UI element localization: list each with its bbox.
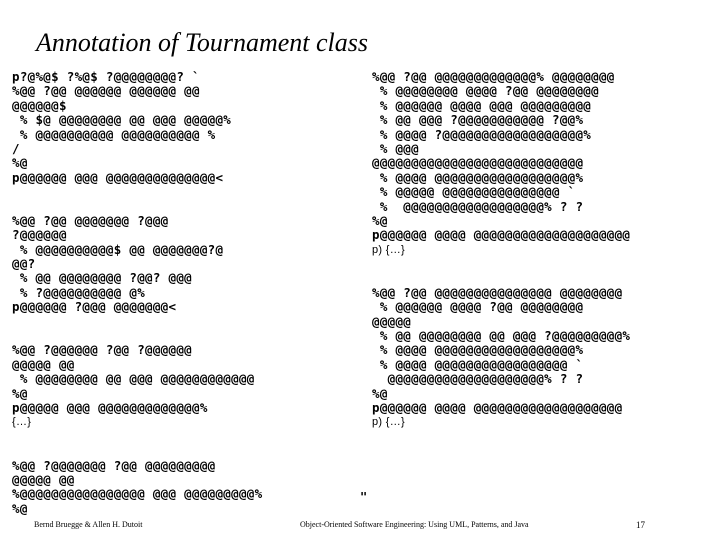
code-line: @@@@@@@@@@@@@@@@@@@@% ? ? bbox=[372, 371, 584, 387]
code-line: % @@@@@@@@@@$ @@ @@@@@@@?@ bbox=[12, 241, 224, 257]
code-line: % @@@@ @@@@@@@@@@@@@@@@@@% bbox=[372, 169, 584, 185]
code-line: / bbox=[12, 140, 20, 156]
code-line: {…} bbox=[12, 416, 32, 429]
code-line: %@@ ?@@@@@@ ?@@ ?@@@@@@ bbox=[12, 342, 192, 358]
code-line: p) {…} bbox=[372, 416, 405, 429]
code-line: p?@%@$ ?%@$ ?@@@@@@@@? ` bbox=[12, 69, 200, 84]
code-column-right bbox=[372, 70, 630, 430]
code-line: p@@@@@ @@@ @@@@@@@@@@@@@% bbox=[12, 399, 208, 415]
code-line: @@@@@ @@ bbox=[12, 471, 75, 487]
code-line: @@@@@ @@ bbox=[12, 356, 75, 372]
code-line: % @@@@@@@@@@@@@@@@@@% ? ? bbox=[372, 198, 584, 214]
code-line: % $@ @@@@@@@@ @@ @@@ @@@@@% bbox=[12, 112, 232, 128]
code-line: @@@@@ bbox=[372, 313, 412, 329]
code-line: % @@ @@@ ?@@@@@@@@@@@ ?@@% bbox=[372, 112, 584, 128]
code-line: % @@@@@@@@ @@ @@@ @@@@@@@@@@@@ bbox=[12, 371, 255, 387]
slide-title: Annotation of Tournament class bbox=[36, 28, 369, 57]
code-line bbox=[12, 185, 262, 199]
code-line: % @@@@@@@@@@ @@@@@@@@@@ % bbox=[12, 126, 216, 142]
code-line: %@@ ?@@ @@@@@@@ ?@@@ bbox=[12, 212, 177, 228]
code-line bbox=[12, 430, 262, 444]
footer-book-title: Object-Oriented Software Engineering: Using UML, Patterns, and Java bbox=[300, 520, 529, 529]
code-line bbox=[12, 200, 262, 214]
code-line: @@? bbox=[12, 256, 36, 272]
code-line: p@@@@@@ ?@@@ @@@@@@@< bbox=[12, 299, 177, 315]
code-line: %@ bbox=[12, 500, 28, 516]
code-line: %@ bbox=[372, 385, 388, 401]
code-line: %@@ ?@@ @@@@@@ @@@@@@ @@ bbox=[12, 83, 200, 99]
quote-mark: " bbox=[360, 490, 368, 504]
code-line: % @@@@ @@@@@@@@@@@@@@@@@ ` bbox=[372, 356, 584, 372]
code-line bbox=[12, 329, 262, 343]
code-line: %@@ ?@@@@@@@ ?@@ @@@@@@@@@ bbox=[12, 457, 216, 473]
code-line: %@@@@@@@@@@@@@@@@ @@@ @@@@@@@@@% bbox=[12, 486, 263, 502]
code-line: % @@@@@ @@@@@@@@@@@@@@@ ` bbox=[372, 184, 576, 200]
code-line: % @@@@ @@@@@@@@@@@@@@@@@@% bbox=[372, 342, 584, 358]
code-line: % @@@@ ?@@@@@@@@@@@@@@@@@@% bbox=[372, 126, 592, 142]
code-line: p@@@@@@ @@@@ @@@@@@@@@@@@@@@@@@@ bbox=[372, 399, 623, 415]
code-line: @@@@@@@@@@@@@@@@@@@@@@@@@@@ bbox=[372, 155, 584, 171]
code-line: % ?@@@@@@@@@@ @% bbox=[12, 284, 153, 300]
code-line: @@@@@@$ bbox=[12, 97, 67, 113]
code-line: % @@@ bbox=[372, 140, 419, 156]
code-line: %@ bbox=[12, 155, 28, 171]
code-line: % @@ @@@@@@@@ ?@@? @@@ bbox=[12, 270, 192, 286]
page-number: 17 bbox=[636, 520, 645, 530]
code-line: p@@@@@@ @@@ @@@@@@@@@@@@@@< bbox=[12, 169, 224, 185]
code-line: %@@ ?@@ @@@@@@@@@@@@@% @@@@@@@@ bbox=[372, 69, 615, 84]
code-line bbox=[12, 444, 262, 458]
code-line: %@@ ?@@ @@@@@@@@@@@@@@@ @@@@@@@@ bbox=[372, 284, 623, 300]
code-line: ?@@@@@@ bbox=[12, 227, 67, 243]
footer-authors: Bernd Bruegge & Allen H. Dutoit bbox=[34, 520, 143, 529]
code-line bbox=[372, 271, 630, 285]
code-line: % @@@@@@ @@@@ @@@ @@@@@@@@@ bbox=[372, 97, 592, 113]
code-line: p) {…} bbox=[372, 243, 405, 256]
code-line: % @@ @@@@@@@@ @@ @@@ ?@@@@@@@@@% bbox=[372, 328, 631, 344]
code-line: % @@@@@@ @@@@ ?@@ @@@@@@@@ bbox=[372, 299, 584, 315]
code-line bbox=[372, 257, 630, 271]
code-line: p@@@@@@ @@@@ @@@@@@@@@@@@@@@@@@@@ bbox=[372, 227, 631, 243]
code-line: %@ bbox=[12, 385, 28, 401]
code-line: %@ bbox=[372, 212, 388, 228]
code-line bbox=[12, 315, 262, 329]
code-line: % @@@@@@@@ @@@@ ?@@ @@@@@@@@ bbox=[372, 83, 599, 99]
code-column-left bbox=[12, 70, 262, 516]
